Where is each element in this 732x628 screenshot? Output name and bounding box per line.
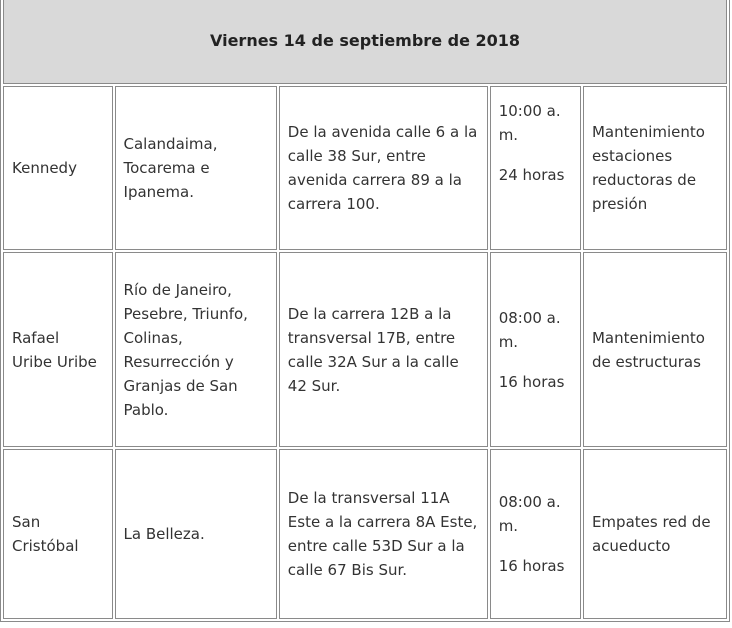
sector-cell: De la carrera 12B a la transversal 17B, entre calle 32A Sur a la calle 42 Sur.: [279, 252, 488, 447]
sector-cell: De la avenida calle 6 a la calle 38 Sur, entre avenida carrera 89 a la carrera 100.: [279, 86, 488, 250]
neighborhoods-cell: La Belleza.: [115, 449, 277, 619]
time-cell: [490, 252, 581, 447]
start-time: 08:00 a. m.: [498, 493, 561, 535]
sector-cell: De la transversal 11A Este a la carrera 8A Este, entre calle 53D Sur a la calle 67 Bis Sur.: [279, 449, 488, 619]
table-row: [3, 86, 727, 250]
duration: 16 horas: [498, 557, 565, 575]
reason-cell: Mantenimiento estaciones reductoras de presión: [583, 86, 727, 250]
duration: 24 horas: [498, 166, 565, 184]
reason-cell: Mantenimiento de estructuras: [583, 252, 727, 447]
start-time: 08:00 a. m.: [498, 308, 561, 351]
time-cell: [490, 86, 581, 250]
duration: 16 horas: [498, 372, 565, 391]
date-header-row: [3, 0, 727, 84]
start-time: 10:00 a. m.: [498, 102, 561, 144]
table-row: [3, 252, 727, 447]
neighborhoods-cell: Calandaima, Tocarema e Ipanema.: [115, 86, 277, 250]
table-row: [3, 449, 727, 619]
locality-cell: Rafael Uribe Uribe: [3, 252, 113, 447]
time-cell: [490, 449, 581, 619]
date-header: Viernes 14 de septiembre de 2018: [3, 0, 727, 84]
locality-cell: Kennedy: [3, 86, 113, 250]
neighborhoods-cell: Río de Janeiro, Pesebre, Triunfo, Colinas, Resurrección y Granjas de San Pablo.: [115, 252, 277, 447]
reason-cell: Empates red de acueducto: [583, 449, 727, 619]
locality-cell: San Cristóbal: [3, 449, 113, 619]
